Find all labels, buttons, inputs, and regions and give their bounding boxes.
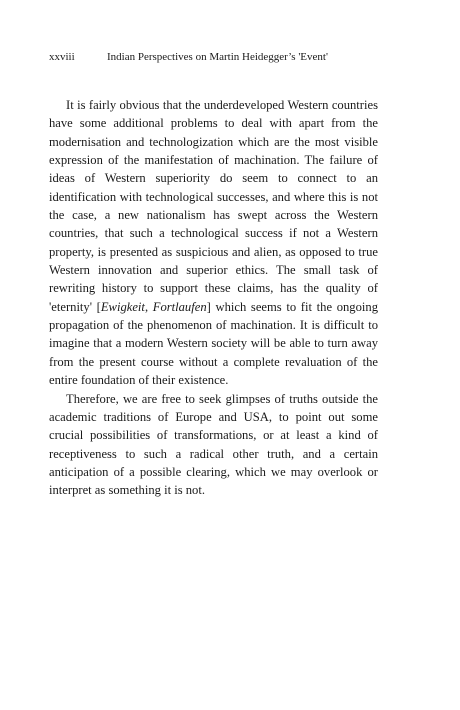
paragraph-2: Therefore, we are free to seek glimpses of truths outside the academic traditions of Europe and USA, to point out some crucial possibilities of transformations, or at least a kind of receptiveness to such a radical other truth, and a certain anticipation of a possible clearing, which we may overlook or interpret as something it is not. [49,391,378,498]
paragraph-1-text-b: ] which seems to fit the ongoing propagation of the phenomenon of machination. It is difficult to imagine that a modern Western society will be able to turn away from the present course without a complete revaluation of the entire foundation of their existence. [49,299,378,388]
paragraph-1-separator: , [144,299,153,314]
page-number: xxviii [49,51,75,63]
running-title: Indian Perspectives on Martin Heidegger’s 'Event' [107,51,328,63]
paragraph-1-text-a: It is fairly obvious that the underdeveloped Western countries have some additional problems to deal with apart from the modernisation and technologization which are the most visible expression of the manifestation of machination. The failure of ideas of Western superiority do seem to connect to an identification with technological successes, and where this is not the case, a new nationalism has swept across the Western countries, that such a technological success if not a Western property, is presented as suspicious and alien, as opposed to true Western innovation and superior ethics. The small task of rewriting history to support these claims, has the quality of 'eternity' [ [49,98,378,314]
italic-term-fortlaufen: Fortlaufen [152,299,207,314]
italic-term-ewigkeit: Ewigkeit [100,299,145,314]
paragraph-1 [49,96,378,390]
running-header [49,50,328,64]
body-text [49,96,378,500]
